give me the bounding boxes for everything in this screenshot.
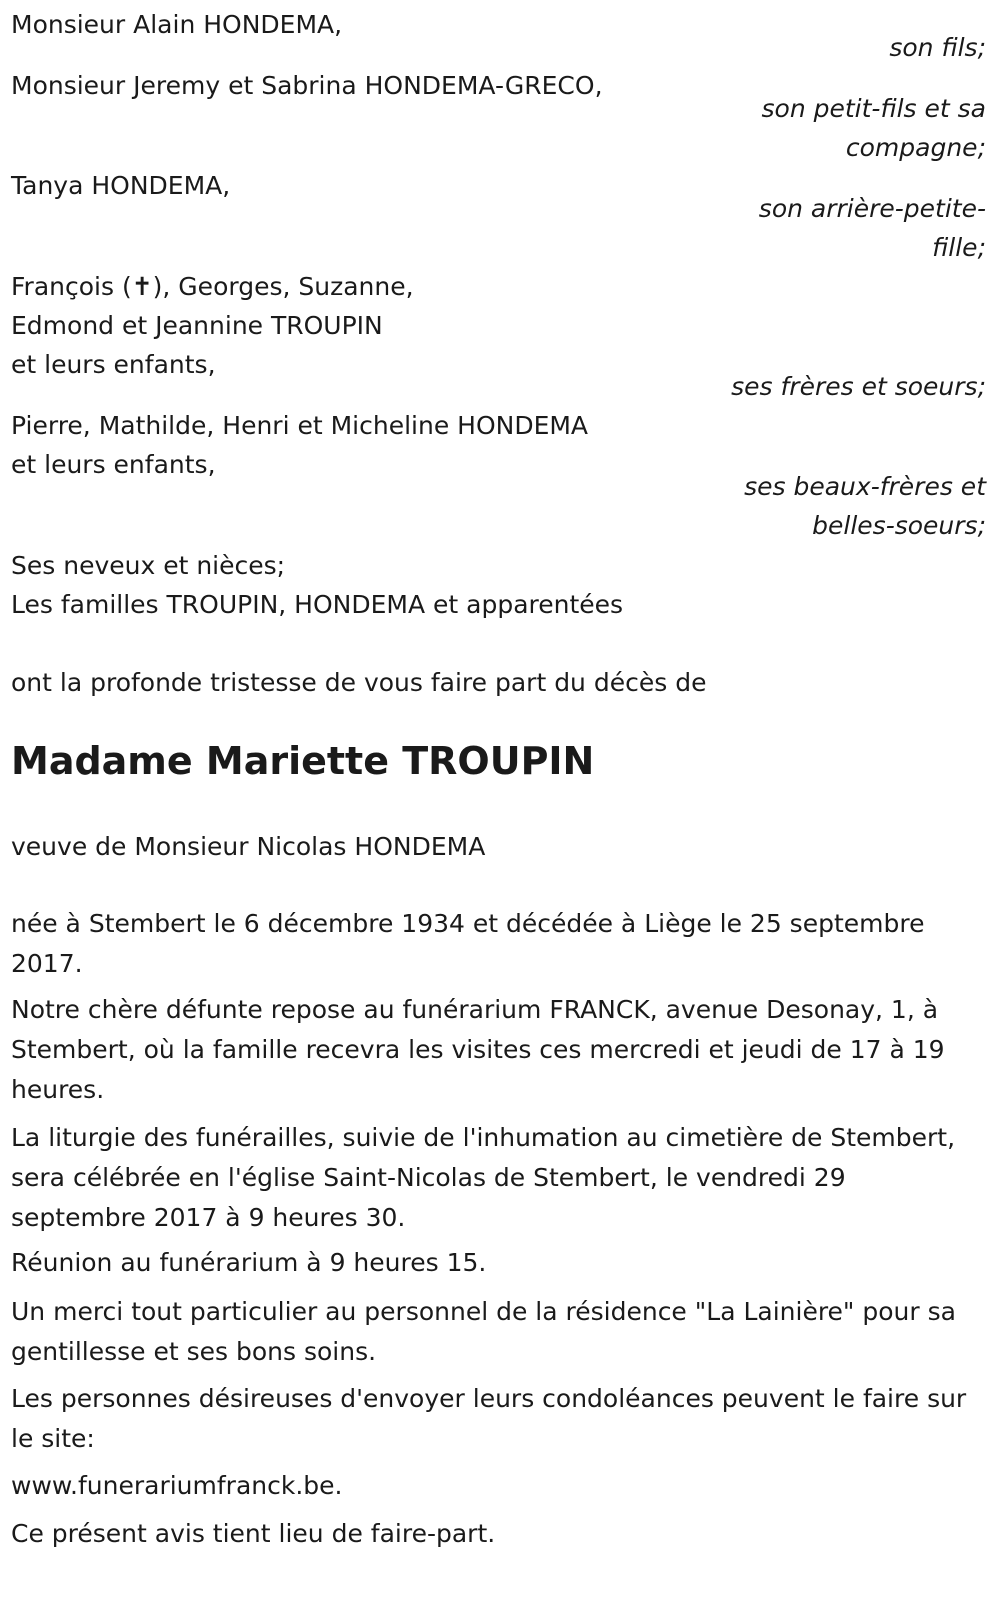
family-member-son: Monsieur Alain HONDEMA, (11, 10, 343, 39)
repose-paragraph: Notre chère défunte repose au funérarium FRANCK, avenue Desonay, 1, à Stembert, où la famille recevra les visites ces mercredi et jeudi de 17 à 19 heures. (11, 995, 945, 1104)
relation-son: son fils; (889, 33, 986, 62)
relation-grandson-line1: son petit-fils et sa (761, 94, 986, 123)
widow-of-text: veuve de Monsieur Nicolas HONDEMA (11, 832, 486, 861)
family-siblings-line3: et leurs enfants, (11, 350, 216, 379)
family-related-families: Les familles TROUPIN, HONDEMA et apparentées (11, 590, 624, 619)
family-nephews-nieces: Ses neveux et nièces; (11, 551, 286, 580)
family-in-laws-line2: et leurs enfants, (11, 450, 216, 479)
notice-paragraph: Ce présent avis tient lieu de faire-part. (11, 1519, 496, 1548)
announcement-text: ont la profonde tristesse de vous faire part du décès de (11, 668, 707, 697)
relation-great-granddaughter-line2: fille; (932, 233, 986, 262)
relation-in-laws-line1: ses beaux-frères et (744, 472, 986, 501)
deceased-name: Madame Mariette TROUPIN (11, 739, 595, 783)
thanks-paragraph: Un merci tout particulier au personnel de la résidence "La Lainière" pour sa gentillesse et ses bons soins. (11, 1297, 956, 1366)
liturgy-paragraph: La liturgie des funérailles, suivie de l'inhumation au cimetière de Stembert, sera célébrée en l'église Saint-Nicolas de Stembert, le vendredi 29 septembre 2017 à 9 heures 30. (11, 1123, 956, 1232)
birth-death-paragraph: née à Stembert le 6 décembre 1934 et décédée à Liège le 25 septembre 2017. (11, 909, 925, 978)
relation-grandson-line2: compagne; (845, 133, 986, 162)
relation-in-laws-line2: belles-soeurs; (812, 511, 986, 540)
condolences-paragraph: Les personnes désireuses d'envoyer leurs condoléances peuvent le faire sur le site: (11, 1384, 967, 1453)
family-siblings-line2: Edmond et Jeannine TROUPIN (11, 311, 383, 340)
website-link[interactable]: www.funerariumfranck.be. (11, 1471, 343, 1500)
relation-siblings: ses frères et soeurs; (731, 372, 986, 401)
family-member-great-granddaughter: Tanya HONDEMA, (11, 171, 231, 200)
meeting-paragraph: Réunion au funérarium à 9 heures 15. (11, 1248, 487, 1277)
relation-great-granddaughter-line1: son arrière-petite- (758, 194, 986, 223)
family-member-grandson: Monsieur Jeremy et Sabrina HONDEMA-GRECO, (11, 71, 603, 100)
family-siblings-line1: François (✝), Georges, Suzanne, (11, 272, 414, 301)
family-in-laws-line1: Pierre, Mathilde, Henri et Micheline HONDEMA (11, 411, 589, 440)
